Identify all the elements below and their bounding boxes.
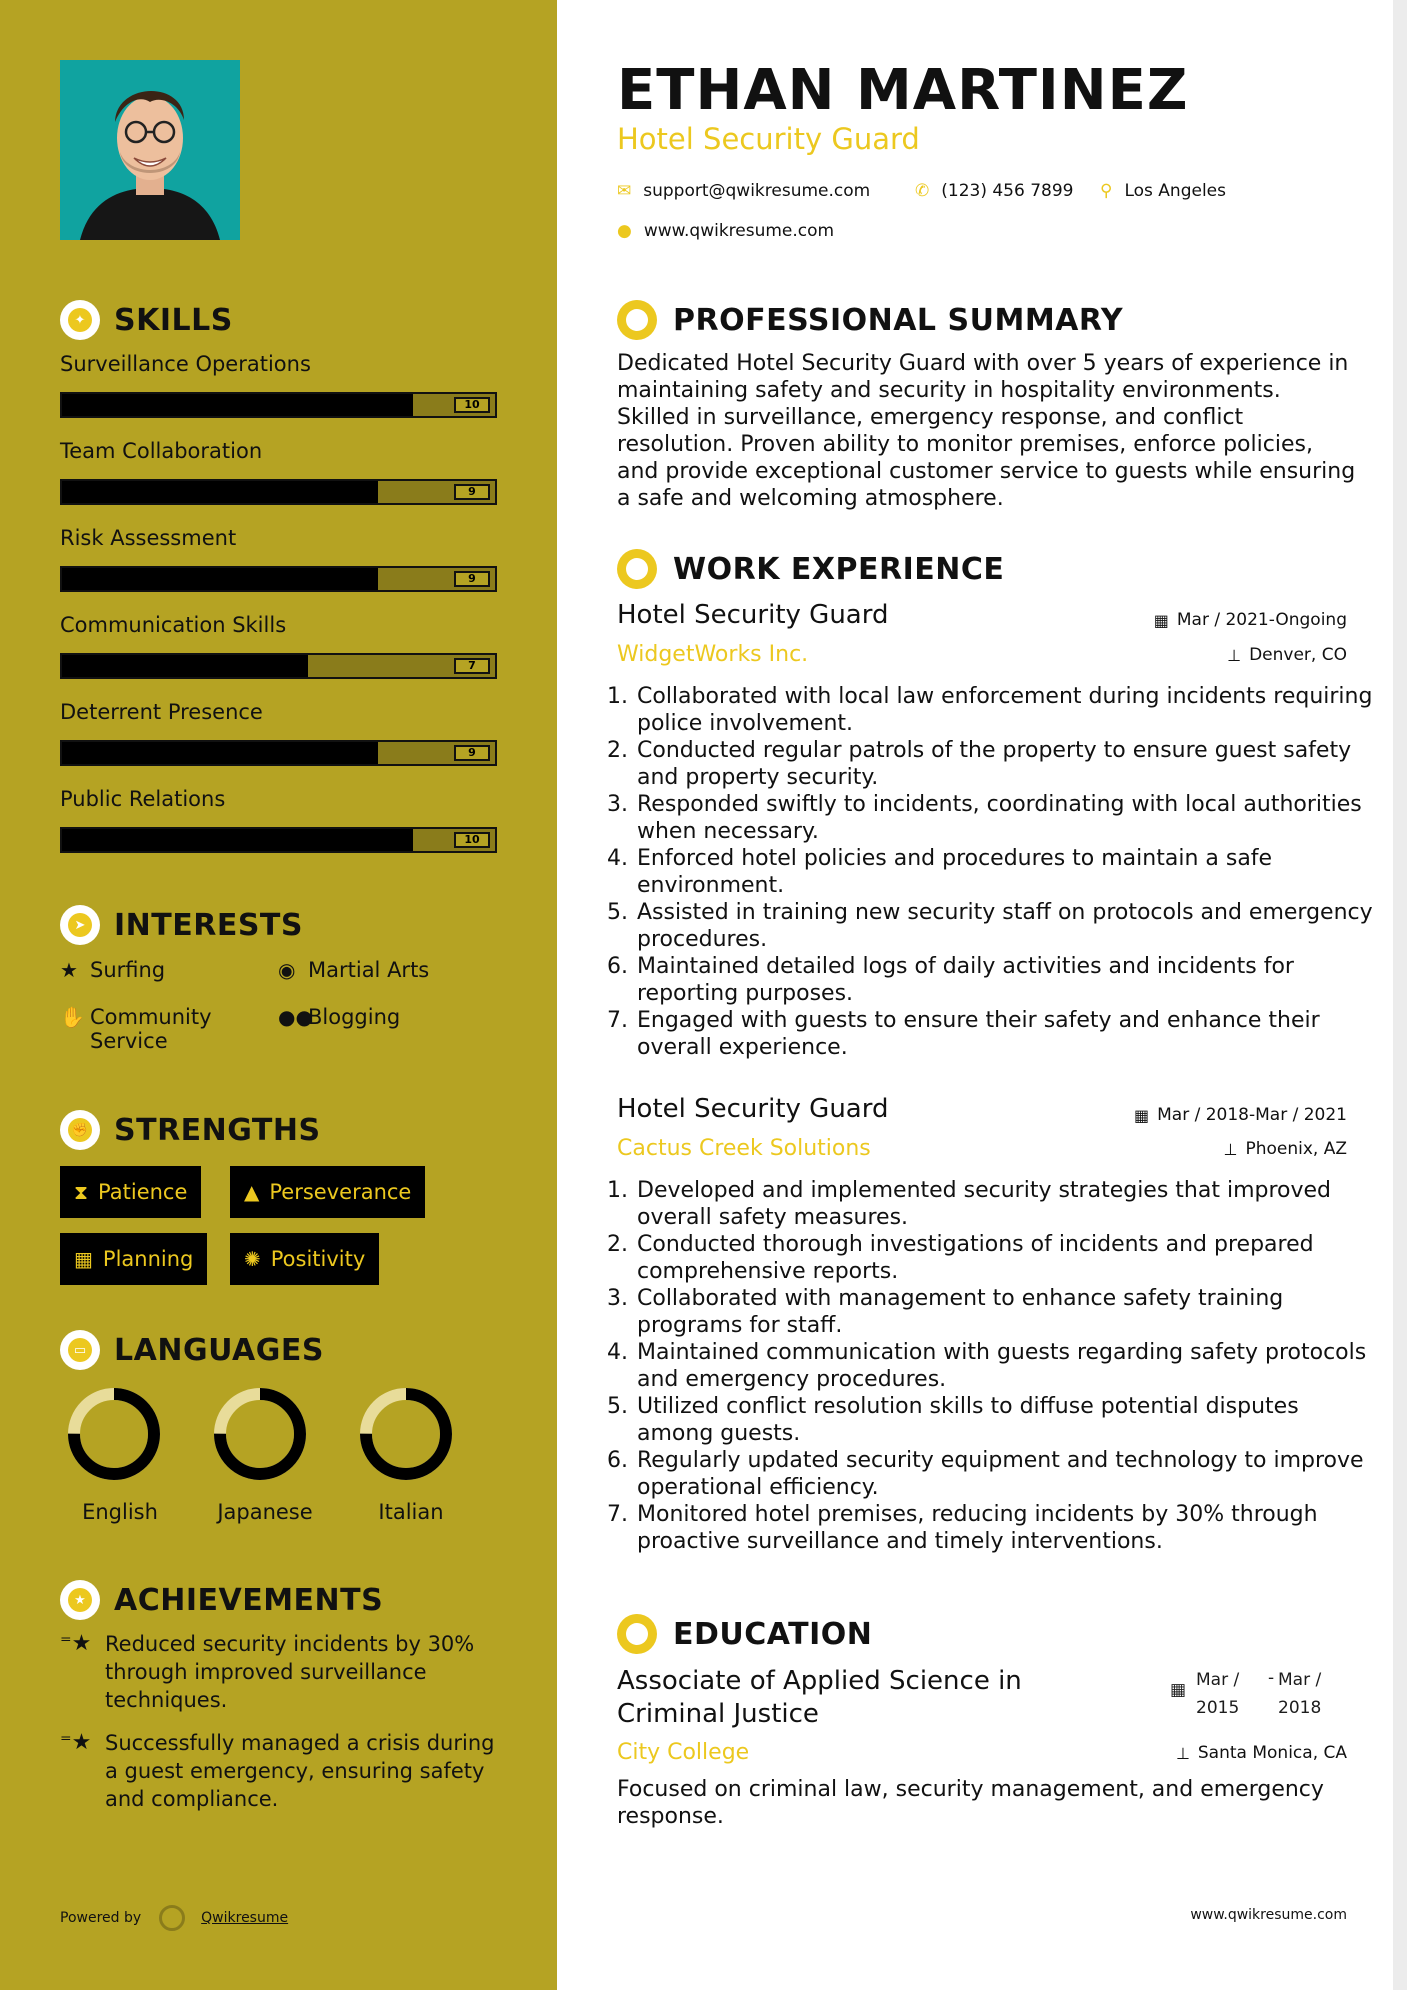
edu-end-month: Mar / xyxy=(1278,1670,1322,1690)
bullet: 2. Conducted regular patrols of the property to ensure guest safety and property security. xyxy=(635,737,1375,791)
sun-icon: ✺ xyxy=(244,1247,261,1271)
job-location-text: Denver, CO xyxy=(1249,645,1347,665)
skill-bar xyxy=(60,827,497,853)
road-icon: ▲ xyxy=(244,1180,260,1204)
calendar-icon: ▦ xyxy=(1170,1680,1187,1700)
job-dates xyxy=(1154,610,1347,630)
skill-name: Deterrent Presence xyxy=(60,700,263,724)
pin-icon: ⊥ xyxy=(1223,1139,1238,1159)
strength-label: Planning xyxy=(102,1247,194,1271)
calendar-icon: ▦ xyxy=(74,1247,93,1271)
skill-bar xyxy=(60,653,497,679)
edu-location-text: Santa Monica, CA xyxy=(1197,1743,1347,1763)
job-location xyxy=(1224,1139,1347,1159)
job-title: Hotel Security Guard xyxy=(617,600,889,630)
phone-icon: ✆ xyxy=(915,181,930,201)
job-dates-text: Mar / 2018-Mar / 2021 xyxy=(1157,1105,1347,1125)
job-company: Cactus Creek Solutions xyxy=(617,1136,871,1161)
email-text: support@qwikresume.com xyxy=(643,181,871,201)
achievements-header xyxy=(60,1580,383,1620)
edu-location xyxy=(1176,1743,1347,1763)
skill-bar xyxy=(60,479,497,505)
edu-start-month: Mar / xyxy=(1196,1670,1240,1690)
education-description: Focused on criminal law, security management, and emergency response. xyxy=(617,1777,1324,1829)
lightbulb-icon: ✦ xyxy=(60,300,100,340)
language-ring xyxy=(212,1386,308,1482)
languages-title: LANGUAGES xyxy=(114,1332,324,1368)
interest-item xyxy=(278,1005,400,1029)
contact-phone[interactable] xyxy=(915,181,1073,201)
job-bullets xyxy=(610,683,1375,1061)
bullet: 6. Maintained detailed logs of daily activities and incidents for reporting purposes. xyxy=(635,953,1375,1007)
edu-date-separator: - xyxy=(1268,1668,1275,1688)
briefcase-icon xyxy=(617,549,657,589)
achievement-item xyxy=(60,1630,500,1714)
bullet: 3. Collaborated with management to enhance safety training programs for staff. xyxy=(635,1285,1375,1339)
bullet: 1. Collaborated with local law enforcement during incidents requiring police involvement. xyxy=(635,683,1375,737)
strengths-header xyxy=(60,1110,321,1150)
experience-header xyxy=(617,549,1004,589)
job-location-text: Phoenix, AZ xyxy=(1245,1139,1347,1159)
edu-end xyxy=(1278,1666,1321,1722)
skill-bar-fill xyxy=(62,568,378,590)
edu-start-year: 2015 xyxy=(1196,1698,1240,1718)
strength-tag xyxy=(60,1166,201,1218)
interest-item xyxy=(60,1005,260,1053)
strength-tag xyxy=(230,1233,379,1285)
skill-bar xyxy=(60,566,497,592)
achievements-title: ACHIEVEMENTS xyxy=(114,1582,384,1618)
achievement-text: Reduced security incidents by 30% through improved surveillance techniques. xyxy=(105,1632,475,1712)
skill-bar-fill xyxy=(62,742,378,764)
globe-icon: ◉ xyxy=(278,958,296,982)
bullet: 4. Enforced hotel policies and procedures to maintain a safe environment. xyxy=(635,845,1375,899)
website-text: www.qwikresume.com xyxy=(643,221,835,241)
interest-label: Martial Arts xyxy=(308,958,430,982)
skill-score: 9 xyxy=(454,484,490,500)
pin-icon: ⊥ xyxy=(1175,1743,1190,1763)
skill-bar-fill xyxy=(62,481,378,503)
footer-website[interactable]: www.qwikresume.com xyxy=(1190,1907,1347,1923)
candidate-name: ETHAN MARTINEZ xyxy=(617,58,1189,123)
calendar-icon: ▦ xyxy=(1153,610,1169,630)
powered-by xyxy=(60,1905,288,1931)
phone-text: (123) 456 7899 xyxy=(941,181,1074,201)
strength-label: Patience xyxy=(98,1180,188,1204)
language-ring xyxy=(358,1386,454,1482)
envelope-icon: ✉ xyxy=(617,181,632,201)
bullet: 5. Utilized conflict resolution skills to diffuse potential disputes among guests. xyxy=(635,1393,1375,1447)
brand-link[interactable]: Qwikresume xyxy=(201,1910,289,1926)
paper-plane-icon: ➤ xyxy=(60,905,100,945)
language-ring xyxy=(66,1386,162,1482)
bullet: 7. Engaged with guests to ensure their safety and enhance their overall experience. xyxy=(635,1007,1375,1061)
shooting-star-icon: ⁼★ xyxy=(60,1631,92,1656)
school-name: City College xyxy=(617,1740,750,1765)
bullet: 3. Responded swiftly to incidents, coordinating with local authorities when necessary. xyxy=(635,791,1375,845)
pin-icon: ⊥ xyxy=(1227,645,1242,665)
contact-website[interactable] xyxy=(617,221,834,241)
candidate-role: Hotel Security Guard xyxy=(617,122,920,156)
star-icon: ★ xyxy=(60,958,78,982)
skill-score: 9 xyxy=(454,745,490,761)
language-label: Japanese xyxy=(217,1500,313,1524)
job-location xyxy=(1227,645,1347,665)
skill-bar xyxy=(60,392,497,418)
skill-bar-fill xyxy=(62,829,413,851)
users-icon: ●● xyxy=(278,1005,313,1029)
qwikresume-logo-icon xyxy=(159,1905,185,1931)
bullet: 6. Regularly updated security equipment and technology to improve operational efficiency. xyxy=(635,1447,1375,1501)
calendar-icon: ▦ xyxy=(1133,1105,1150,1125)
map-pin-icon: ⚲ xyxy=(1100,181,1113,201)
degree-line-2: Criminal Justice xyxy=(617,1699,819,1729)
education-header xyxy=(617,1614,872,1654)
skill-name: Public Relations xyxy=(60,787,226,811)
profile-photo xyxy=(60,60,240,240)
job-dates-text: Mar / 2021-Ongoing xyxy=(1176,610,1347,630)
skills-header xyxy=(60,300,233,340)
user-icon xyxy=(617,300,657,340)
globe-icon: ● xyxy=(617,221,632,241)
language-label: Italian xyxy=(378,1500,444,1524)
page-edge xyxy=(1393,0,1407,1990)
language-label: English xyxy=(82,1500,158,1524)
skill-bar-fill xyxy=(62,655,308,677)
bullet: 2. Conducted thorough investigations of incidents and prepared comprehensive reports. xyxy=(635,1231,1375,1285)
contact-location xyxy=(1100,181,1226,201)
degree-line-1: Associate of Applied Science in xyxy=(617,1666,1022,1696)
skill-name: Surveillance Operations xyxy=(60,352,311,376)
fist-icon: ✊ xyxy=(60,1110,100,1150)
languages-header xyxy=(60,1330,324,1370)
job-bullets xyxy=(610,1177,1375,1555)
hourglass-icon: ⧗ xyxy=(74,1180,89,1204)
hand-icon: ✋ xyxy=(60,1005,85,1029)
skill-name: Communication Skills xyxy=(60,613,287,637)
interest-label: Blogging xyxy=(308,1005,401,1029)
shooting-star-icon: ⁼★ xyxy=(60,1730,92,1755)
summary-header xyxy=(617,300,1123,340)
skill-score: 10 xyxy=(454,832,490,848)
strength-label: Positivity xyxy=(270,1247,366,1271)
bullet: 4. Maintained communication with guests regarding safety protocols and emergency procedures. xyxy=(635,1339,1375,1393)
skill-score: 9 xyxy=(454,571,490,587)
skill-bar-fill xyxy=(62,394,413,416)
interest-item xyxy=(278,958,429,982)
id-card-icon: ▭ xyxy=(60,1330,100,1370)
star-badge-icon: ★ xyxy=(60,1580,100,1620)
summary-text: Dedicated Hotel Security Guard with over 5 years of experience in maintaining safety and security in hospitality environments. Skilled in surveillance, emergency response, and conflict resolution. Proven ability to monitor premises, enforce policies, and provide exceptional customer service to guests while ensuring a safe and welcoming atmosphere. xyxy=(617,351,1356,511)
skills-title: SKILLS xyxy=(114,302,233,338)
bullet: 5. Assisted in training new security staff on protocols and emergency procedures. xyxy=(635,899,1375,953)
graduation-cap-icon xyxy=(617,1614,657,1654)
achievement-text: Successfully managed a crisis during a guest emergency, ensuring safety and compliance. xyxy=(105,1731,495,1811)
interests-title: INTERESTS xyxy=(114,907,303,943)
strength-tag xyxy=(60,1233,207,1285)
experience-title: WORK EXPERIENCE xyxy=(673,551,1005,587)
strength-tag xyxy=(230,1166,425,1218)
strengths-title: STRENGTHS xyxy=(114,1112,321,1148)
interest-label: Surfing xyxy=(90,958,166,982)
job-title: Hotel Security Guard xyxy=(617,1094,889,1124)
location-text: Los Angeles xyxy=(1124,181,1226,201)
skill-score: 10 xyxy=(454,397,490,413)
job-dates xyxy=(1134,1105,1347,1125)
bullet: 1. Developed and implemented security strategies that improved overall safety measures. xyxy=(635,1177,1375,1231)
skill-bar xyxy=(60,740,497,766)
job-company: WidgetWorks Inc. xyxy=(617,642,809,667)
achievement-item xyxy=(60,1729,500,1813)
interest-label: Community Service xyxy=(90,1005,212,1053)
skill-score: 7 xyxy=(454,658,490,674)
skill-name: Team Collaboration xyxy=(60,439,263,463)
edu-start xyxy=(1196,1666,1239,1722)
skill-name: Risk Assessment xyxy=(60,526,237,550)
interests-header xyxy=(60,905,303,945)
powered-by-label: Powered by xyxy=(60,1910,142,1926)
education-title: EDUCATION xyxy=(673,1616,873,1652)
strength-label: Perseverance xyxy=(269,1180,412,1204)
interest-item xyxy=(60,958,165,982)
summary-title: PROFESSIONAL SUMMARY xyxy=(673,302,1124,338)
edu-end-year: 2018 xyxy=(1278,1698,1322,1718)
bullet: 7. Monitored hotel premises, reducing incidents by 30% through proactive surveillance and timely interventions. xyxy=(635,1501,1375,1555)
contact-email[interactable] xyxy=(617,181,870,201)
